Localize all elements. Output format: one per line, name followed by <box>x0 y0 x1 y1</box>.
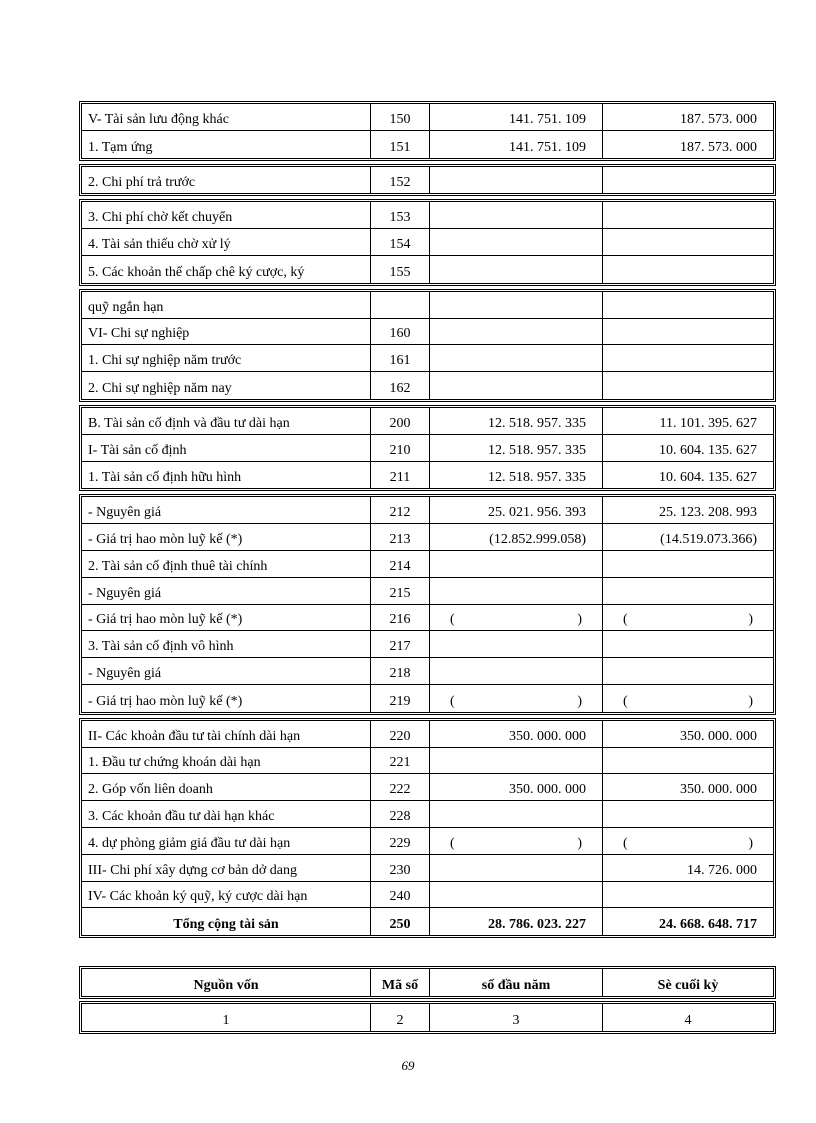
row-end-value: 187. 573. 000 <box>680 139 757 155</box>
table-row <box>82 167 773 194</box>
table-row <box>82 631 773 658</box>
row-start-value <box>430 578 603 604</box>
table-row <box>82 658 773 685</box>
index-col-3: 3 <box>430 1004 603 1031</box>
row-end-value <box>603 292 773 318</box>
table-row <box>82 435 773 462</box>
row-end-value: (14.519.073.366) <box>660 531 757 547</box>
row-end-value <box>603 345 773 371</box>
row-start-value <box>430 167 603 194</box>
row-start-value <box>430 551 603 577</box>
row-start-value: ( ) <box>430 605 603 631</box>
row-label: - Giá trị hao mòn luỹ kế (*) <box>82 524 371 550</box>
row-end-value: ( ) <box>623 612 753 628</box>
row-end-value <box>603 578 773 604</box>
row-label: 1. Tạm ứng <box>82 131 371 158</box>
row-end-value: 350. 000. 000 <box>680 782 757 798</box>
table-group <box>79 199 776 285</box>
row-code: 213 <box>371 524 430 550</box>
row-label: - Nguyên giá <box>82 497 371 523</box>
row-end-value: ( ) <box>623 693 753 709</box>
row-code: 228 <box>371 801 430 827</box>
row-end-value <box>603 202 773 228</box>
table-row <box>82 408 773 435</box>
row-label: 2. Góp vốn liên doanh <box>82 774 371 800</box>
row-start-value <box>430 202 603 228</box>
row-start-value <box>430 855 603 881</box>
table-row <box>82 685 773 712</box>
row-label: 1. Tài sản cố định hữu hình <box>82 462 371 489</box>
row-label: 1. Đầu tư chứng khoán dài hạn <box>82 748 371 774</box>
row-end-value: 350. 000. 000 <box>680 728 757 744</box>
row-end-value: 24. 668. 648. 717 <box>659 917 757 933</box>
row-start-value: ( ) <box>430 685 603 712</box>
table-group <box>79 494 776 714</box>
row-end-value <box>603 229 773 255</box>
table-row <box>82 131 773 158</box>
index-row <box>82 1004 773 1031</box>
row-label: 4. Tài sản thiếu chờ xử lý <box>82 229 371 255</box>
row-end-value <box>603 631 773 657</box>
row-end-value <box>603 167 773 194</box>
table-row <box>82 578 773 605</box>
table-row <box>82 605 773 632</box>
row-code: 250 <box>371 908 430 935</box>
row-label: VI- Chi sự nghiệp <box>82 319 371 345</box>
header-col-end: Sè cuối kỳ <box>657 977 719 993</box>
table-row <box>82 801 773 828</box>
row-end-value <box>603 372 773 399</box>
row-start-value: 350. 000. 000 <box>430 721 603 747</box>
row-code: 221 <box>371 748 430 774</box>
row-start-value: 25. 021. 956. 393 <box>430 497 603 523</box>
row-start-value <box>430 882 603 908</box>
row-code: 162 <box>371 372 430 399</box>
table-row <box>82 202 773 229</box>
table-row <box>82 462 773 489</box>
row-code: 150 <box>371 104 430 130</box>
table-row <box>82 229 773 256</box>
row-label: 5. Các khoản thế chấp chê ký cược, ký <box>82 256 371 283</box>
row-start-value <box>430 229 603 255</box>
header-col-code: Mã số <box>371 969 430 996</box>
row-end-value <box>603 256 773 283</box>
balance-sheet-table <box>79 101 776 941</box>
row-end-value: 10. 604. 135. 627 <box>659 470 757 486</box>
row-label: 3. Các khoản đầu tư dài hạn khác <box>82 801 371 827</box>
row-label: I- Tài sản cố định <box>82 435 371 461</box>
page-number: 69 <box>401 1058 415 1073</box>
row-label: B. Tài sản cố định và đầu tư dài hạn <box>82 408 371 434</box>
row-code: 154 <box>371 229 430 255</box>
table-group <box>79 101 776 161</box>
row-label: 3. Tài sản cố định vô hình <box>82 631 371 657</box>
row-code: 153 <box>371 202 430 228</box>
row-code: 151 <box>371 131 430 158</box>
table-group <box>79 405 776 491</box>
row-code: 220 <box>371 721 430 747</box>
row-start-value: 12. 518. 957. 335 <box>430 435 603 461</box>
row-end-value <box>603 319 773 345</box>
row-code: 211 <box>371 462 430 489</box>
row-code: 212 <box>371 497 430 523</box>
row-start-value <box>430 748 603 774</box>
row-end-value: 10. 604. 135. 627 <box>659 442 757 458</box>
row-code: 222 <box>371 774 430 800</box>
table-row <box>82 721 773 748</box>
row-label: V- Tài sản lưu động khác <box>82 104 371 130</box>
row-end-value <box>603 801 773 827</box>
row-end-value <box>603 882 773 908</box>
row-start-value <box>430 292 603 318</box>
row-code: 219 <box>371 685 430 712</box>
table-row <box>82 882 773 909</box>
row-start-value: (12.852.999.058) <box>430 524 603 550</box>
row-start-value: 12. 518. 957. 335 <box>430 408 603 434</box>
table-row <box>82 256 773 283</box>
table-row <box>82 372 773 399</box>
row-label: III- Chi phí xây dựng cơ bản dở dang <box>82 855 371 881</box>
total-row <box>82 908 773 935</box>
row-label: IV- Các khoản ký quỹ, ký cược dài hạn <box>82 882 371 908</box>
row-label: - Nguyên giá <box>82 658 371 684</box>
row-code: 155 <box>371 256 430 283</box>
header-row <box>82 969 773 996</box>
row-label: - Giá trị hao mòn luỹ kế (*) <box>82 685 371 712</box>
liabilities-header-table <box>79 966 776 1037</box>
row-end-value <box>603 748 773 774</box>
row-code: 216 <box>371 605 430 631</box>
row-start-value: 12. 518. 957. 335 <box>430 462 603 489</box>
row-label: 2. Tài sản cố định thuê tài chính <box>82 551 371 577</box>
row-start-value <box>430 372 603 399</box>
row-code: 210 <box>371 435 430 461</box>
row-code: 218 <box>371 658 430 684</box>
row-code: 200 <box>371 408 430 434</box>
table-row <box>82 855 773 882</box>
header-col-start: số đầu năm <box>430 969 603 996</box>
row-label: 3. Chi phí chờ kết chuyển <box>82 202 371 228</box>
row-end-value <box>603 658 773 684</box>
row-start-value <box>430 631 603 657</box>
row-code: 217 <box>371 631 430 657</box>
row-start-value: 141. 751. 109 <box>430 131 603 158</box>
index-col-2: 2 <box>371 1004 430 1031</box>
row-end-value: ( ) <box>623 835 753 851</box>
row-label: - Nguyên giá <box>82 578 371 604</box>
row-end-value: 14. 726. 000 <box>687 862 757 878</box>
row-start-value: ( ) <box>430 828 603 854</box>
table-row <box>82 319 773 346</box>
row-code: 240 <box>371 882 430 908</box>
table-row <box>82 104 773 131</box>
row-start-value: 141. 751. 109 <box>430 104 603 130</box>
row-start-value: 350. 000. 000 <box>430 774 603 800</box>
row-start-value: 28. 786. 023. 227 <box>430 908 603 935</box>
index-col-1: 1 <box>82 1004 371 1031</box>
row-end-value <box>603 551 773 577</box>
table-group <box>79 164 776 197</box>
table-row <box>82 292 773 319</box>
header-col-source: Nguồn vốn <box>82 969 371 996</box>
table-row <box>82 828 773 855</box>
row-end-value: 187. 573. 000 <box>680 111 757 127</box>
row-label: II- Các khoản đầu tư tài chính dài hạn <box>82 721 371 747</box>
row-code: 160 <box>371 319 430 345</box>
row-code: 230 <box>371 855 430 881</box>
row-end-value: 11. 101. 395. 627 <box>659 415 757 431</box>
row-label: - Giá trị hao mòn luỹ kế (*) <box>82 605 371 631</box>
row-code: 152 <box>371 167 430 194</box>
row-label: 4. dự phòng giảm giá đầu tư dài hạn <box>82 828 371 854</box>
row-start-value <box>430 319 603 345</box>
table-group <box>79 289 776 402</box>
row-label: 2. Chi sự nghiệp năm nay <box>82 372 371 399</box>
table-row <box>82 748 773 775</box>
index-col-4: 4 <box>684 1012 692 1028</box>
row-label: Tổng cộng tài sản <box>82 908 371 935</box>
row-start-value <box>430 658 603 684</box>
row-start-value <box>430 801 603 827</box>
table-row <box>82 345 773 372</box>
row-code: 214 <box>371 551 430 577</box>
row-code: 229 <box>371 828 430 854</box>
table-row <box>82 774 773 801</box>
table-row <box>82 551 773 578</box>
row-code <box>371 292 430 318</box>
row-start-value <box>430 256 603 283</box>
row-label: 2. Chi phí trả trước <box>82 167 371 194</box>
table-row <box>82 497 773 524</box>
row-code: 215 <box>371 578 430 604</box>
row-end-value: 25. 123. 208. 993 <box>659 505 757 521</box>
table-group <box>79 718 776 938</box>
table-row <box>82 524 773 551</box>
row-label: 1. Chi sự nghiệp năm trước <box>82 345 371 371</box>
row-code: 161 <box>371 345 430 371</box>
row-start-value <box>430 345 603 371</box>
row-label: quỹ ngắn hạn <box>82 292 371 318</box>
